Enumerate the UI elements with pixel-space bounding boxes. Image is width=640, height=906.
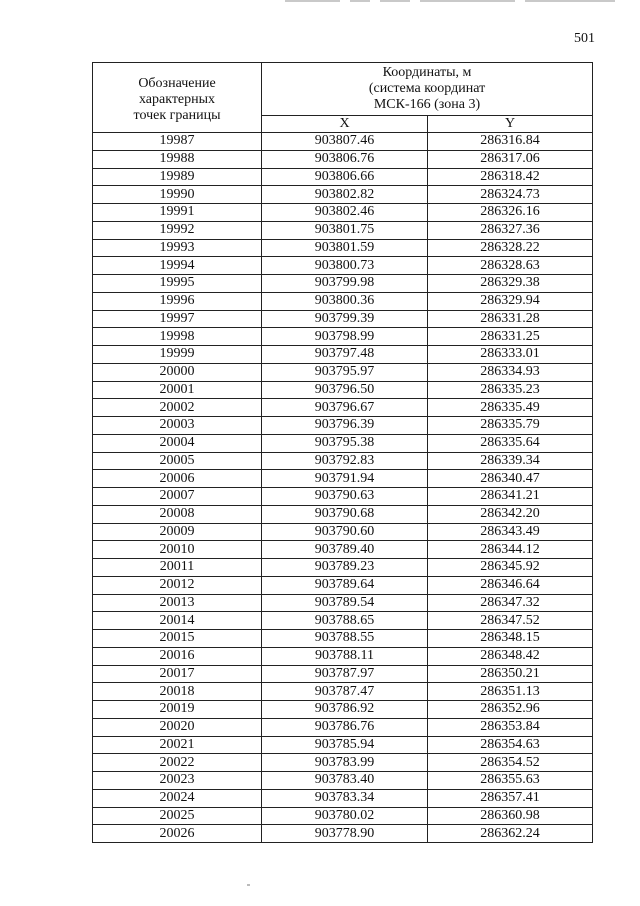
table-row <box>93 363 593 381</box>
y-coordinate-cell: 286335.79 <box>428 417 593 435</box>
y-coordinate-cell: 286348.15 <box>428 630 593 648</box>
x-coordinate-cell: 903788.65 <box>262 612 428 630</box>
table-row <box>93 257 593 275</box>
point-id-cell: 19987 <box>93 133 262 151</box>
table-row <box>93 665 593 683</box>
y-coordinate-cell: 286354.52 <box>428 754 593 772</box>
point-id-cell: 19989 <box>93 168 262 186</box>
table-row <box>93 559 593 577</box>
point-id-cell: 20012 <box>93 576 262 594</box>
x-coordinate-cell: 903795.38 <box>262 434 428 452</box>
x-column-header: X <box>262 116 428 133</box>
point-id-cell: 20013 <box>93 594 262 612</box>
table-row <box>93 452 593 470</box>
y-coordinate-cell: 286347.32 <box>428 594 593 612</box>
x-coordinate-cell: 903799.98 <box>262 275 428 293</box>
y-coordinate-cell: 286352.96 <box>428 701 593 719</box>
table-row <box>93 381 593 399</box>
x-coordinate-cell: 903800.36 <box>262 292 428 310</box>
table-row <box>93 133 593 151</box>
scan-artifact-top <box>285 0 625 3</box>
y-coordinate-cell: 286350.21 <box>428 665 593 683</box>
y-coordinate-cell: 286324.73 <box>428 186 593 204</box>
x-coordinate-cell: 903789.64 <box>262 576 428 594</box>
y-coordinate-cell: 286342.20 <box>428 505 593 523</box>
point-id-cell: 20001 <box>93 381 262 399</box>
table-row <box>93 470 593 488</box>
y-coordinate-cell: 286355.63 <box>428 772 593 790</box>
table-row <box>93 594 593 612</box>
point-id-cell: 20000 <box>93 363 262 381</box>
x-coordinate-cell: 903796.39 <box>262 417 428 435</box>
point-id-cell: 19990 <box>93 186 262 204</box>
x-coordinate-cell: 903806.66 <box>262 168 428 186</box>
table-row <box>93 292 593 310</box>
coords-header-line: Координаты, м <box>382 65 472 80</box>
x-coordinate-cell: 903802.82 <box>262 186 428 204</box>
table-body <box>93 133 593 843</box>
table-row <box>93 239 593 257</box>
coordinates-column-header <box>262 63 593 116</box>
point-id-cell: 19988 <box>93 150 262 168</box>
x-coordinate-cell: 903799.39 <box>262 310 428 328</box>
page-number: 501 <box>574 31 595 46</box>
point-id-cell: 20010 <box>93 541 262 559</box>
y-coordinate-cell: 286328.63 <box>428 257 593 275</box>
point-id-cell: 20007 <box>93 488 262 506</box>
y-coordinate-cell: 286345.92 <box>428 559 593 577</box>
points-header-line: Обозначение <box>138 75 216 91</box>
coordinates-table <box>92 62 593 843</box>
table-row <box>93 754 593 772</box>
points-header-line: точек границы <box>133 107 221 123</box>
point-id-cell: 20021 <box>93 736 262 754</box>
point-id-cell: 20014 <box>93 612 262 630</box>
table-row <box>93 150 593 168</box>
table-row <box>93 221 593 239</box>
table-row <box>93 328 593 346</box>
table-row <box>93 488 593 506</box>
x-coordinate-cell: 903789.23 <box>262 559 428 577</box>
y-coordinate-cell: 286317.06 <box>428 150 593 168</box>
y-coordinate-cell: 286353.84 <box>428 718 593 736</box>
points-column-header <box>93 63 262 133</box>
x-coordinate-cell: 903798.99 <box>262 328 428 346</box>
coords-header-line: МСК-166 (зона 3) <box>373 97 481 112</box>
y-coordinate-cell: 286331.25 <box>428 328 593 346</box>
point-id-cell: 20008 <box>93 505 262 523</box>
x-coordinate-cell: 903789.54 <box>262 594 428 612</box>
x-coordinate-cell: 903788.55 <box>262 630 428 648</box>
point-id-cell: 20006 <box>93 470 262 488</box>
point-id-cell: 20009 <box>93 523 262 541</box>
y-coordinate-cell: 286348.42 <box>428 647 593 665</box>
point-id-cell: 19991 <box>93 204 262 222</box>
y-coordinate-cell: 286339.34 <box>428 452 593 470</box>
table-row <box>93 736 593 754</box>
y-coordinate-cell: 286333.01 <box>428 346 593 364</box>
points-header-line: характерных <box>138 91 216 107</box>
table-row <box>93 417 593 435</box>
point-id-cell: 20022 <box>93 754 262 772</box>
y-coordinate-cell: 286347.52 <box>428 612 593 630</box>
coords-header-line: (система координат <box>368 81 486 96</box>
point-id-cell: 19995 <box>93 275 262 293</box>
point-id-cell: 19993 <box>93 239 262 257</box>
table-row <box>93 772 593 790</box>
table-row <box>93 807 593 825</box>
x-coordinate-cell: 903801.59 <box>262 239 428 257</box>
point-id-cell: 19994 <box>93 257 262 275</box>
y-coordinate-cell: 286346.64 <box>428 576 593 594</box>
point-id-cell: 19999 <box>93 346 262 364</box>
table-row <box>93 186 593 204</box>
y-coordinate-cell: 286340.47 <box>428 470 593 488</box>
x-coordinate-cell: 903806.76 <box>262 150 428 168</box>
x-coordinate-cell: 903780.02 <box>262 807 428 825</box>
point-id-cell: 20026 <box>93 825 262 843</box>
point-id-cell: 20017 <box>93 665 262 683</box>
y-coordinate-cell: 286329.38 <box>428 275 593 293</box>
point-id-cell: 19997 <box>93 310 262 328</box>
y-coordinate-cell: 286335.49 <box>428 399 593 417</box>
x-coordinate-cell: 903807.46 <box>262 133 428 151</box>
x-coordinate-cell: 903790.60 <box>262 523 428 541</box>
table-row <box>93 523 593 541</box>
y-coordinate-cell: 286335.64 <box>428 434 593 452</box>
x-coordinate-cell: 903790.63 <box>262 488 428 506</box>
x-coordinate-cell: 903795.97 <box>262 363 428 381</box>
y-coordinate-cell: 286351.13 <box>428 683 593 701</box>
x-coordinate-cell: 903788.11 <box>262 647 428 665</box>
table-row <box>93 541 593 559</box>
y-coordinate-cell: 286327.36 <box>428 221 593 239</box>
table-row <box>93 168 593 186</box>
table-row <box>93 789 593 807</box>
y-coordinate-cell: 286354.63 <box>428 736 593 754</box>
table-row <box>93 825 593 843</box>
y-coordinate-cell: 286362.24 <box>428 825 593 843</box>
table-row <box>93 718 593 736</box>
y-coordinate-cell: 286344.12 <box>428 541 593 559</box>
table-row <box>93 630 593 648</box>
table-row <box>93 612 593 630</box>
table-row <box>93 505 593 523</box>
x-coordinate-cell: 903789.40 <box>262 541 428 559</box>
x-coordinate-cell: 903802.46 <box>262 204 428 222</box>
point-id-cell: 20018 <box>93 683 262 701</box>
y-coordinate-cell: 286341.21 <box>428 488 593 506</box>
point-id-cell: 20005 <box>93 452 262 470</box>
x-coordinate-cell: 903797.48 <box>262 346 428 364</box>
table-row <box>93 701 593 719</box>
y-coordinate-cell: 286360.98 <box>428 807 593 825</box>
point-id-cell: 20020 <box>93 718 262 736</box>
point-id-cell: 20023 <box>93 772 262 790</box>
x-coordinate-cell: 903787.47 <box>262 683 428 701</box>
table-row <box>93 204 593 222</box>
point-id-cell: 19998 <box>93 328 262 346</box>
y-coordinate-cell: 286316.84 <box>428 133 593 151</box>
x-coordinate-cell: 903783.99 <box>262 754 428 772</box>
x-coordinate-cell: 903785.94 <box>262 736 428 754</box>
table-row <box>93 434 593 452</box>
y-coordinate-cell: 286343.49 <box>428 523 593 541</box>
x-coordinate-cell: 903786.76 <box>262 718 428 736</box>
x-coordinate-cell: 903783.40 <box>262 772 428 790</box>
point-id-cell: 19996 <box>93 292 262 310</box>
point-id-cell: 20003 <box>93 417 262 435</box>
y-column-header: Y <box>428 116 593 133</box>
table-row <box>93 310 593 328</box>
table-row <box>93 683 593 701</box>
table-row <box>93 399 593 417</box>
y-coordinate-cell: 286318.42 <box>428 168 593 186</box>
y-coordinate-cell: 286331.28 <box>428 310 593 328</box>
point-id-cell: 20016 <box>93 647 262 665</box>
scan-artifact-bottom <box>247 884 250 886</box>
x-coordinate-cell: 903801.75 <box>262 221 428 239</box>
x-coordinate-cell: 903778.90 <box>262 825 428 843</box>
x-coordinate-cell: 903792.83 <box>262 452 428 470</box>
point-id-cell: 20025 <box>93 807 262 825</box>
y-coordinate-cell: 286329.94 <box>428 292 593 310</box>
table-row <box>93 647 593 665</box>
y-coordinate-cell: 286335.23 <box>428 381 593 399</box>
point-id-cell: 20024 <box>93 789 262 807</box>
y-coordinate-cell: 286334.93 <box>428 363 593 381</box>
x-coordinate-cell: 903791.94 <box>262 470 428 488</box>
y-coordinate-cell: 286328.22 <box>428 239 593 257</box>
point-id-cell: 20011 <box>93 559 262 577</box>
table-row <box>93 275 593 293</box>
x-coordinate-cell: 903800.73 <box>262 257 428 275</box>
y-coordinate-cell: 286326.16 <box>428 204 593 222</box>
point-id-cell: 20015 <box>93 630 262 648</box>
point-id-cell: 20019 <box>93 701 262 719</box>
x-coordinate-cell: 903783.34 <box>262 789 428 807</box>
x-coordinate-cell: 903786.92 <box>262 701 428 719</box>
point-id-cell: 19992 <box>93 221 262 239</box>
y-coordinate-cell: 286357.41 <box>428 789 593 807</box>
x-coordinate-cell: 903796.50 <box>262 381 428 399</box>
table-row <box>93 576 593 594</box>
point-id-cell: 20004 <box>93 434 262 452</box>
table-row <box>93 346 593 364</box>
x-coordinate-cell: 903787.97 <box>262 665 428 683</box>
x-coordinate-cell: 903790.68 <box>262 505 428 523</box>
x-coordinate-cell: 903796.67 <box>262 399 428 417</box>
point-id-cell: 20002 <box>93 399 262 417</box>
